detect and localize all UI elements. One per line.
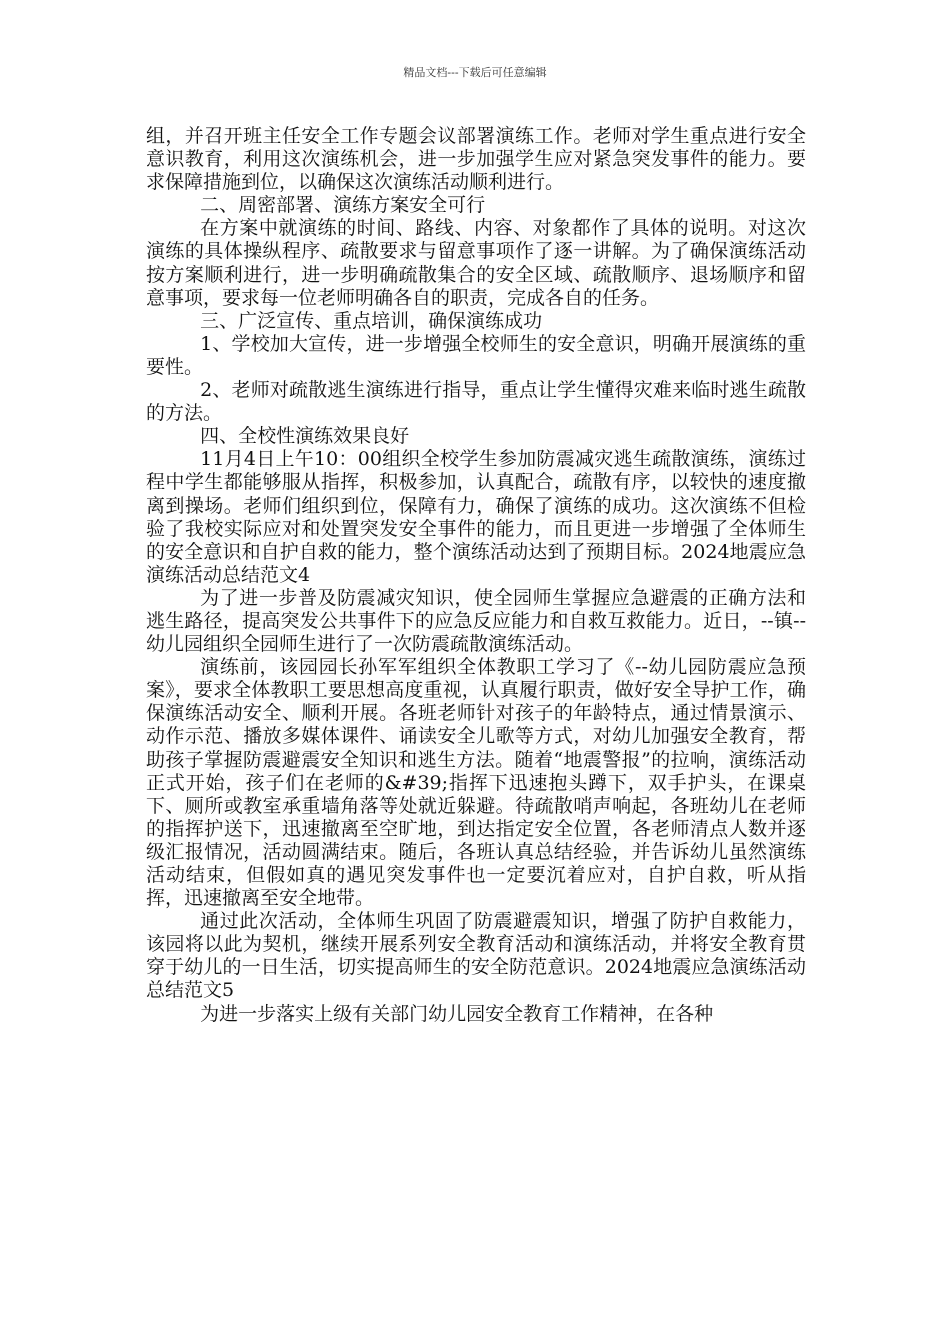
document-body: [146, 125, 806, 1026]
paragraph-sample-5-start: 为进一步落实上级有关部门幼儿园安全教育工作精神，在各种: [200, 1002, 714, 1025]
list-item-1: 1、学校加大宣传，进一步增强全校师生的安全意识，明确开展演练的重要性。: [146, 332, 806, 378]
paragraph-1: 组，并召开班主任安全工作专题会议部署演练工作。老师对学生重点进行安全意识教育，利用这次演练机会，进一步加强学生应对紧急突发事件的能力。要求保障措施到位，以确保这次演练活动顺利进行。: [146, 125, 806, 194]
list-item-2: 2、老师对疏散逃生演练进行指导，重点让学生懂得灾难来临时逃生疏散的方法。: [146, 379, 806, 425]
section-heading-4: 四、全校性演练效果良好: [200, 425, 410, 448]
paragraph-drill-result: 11月4日上午10：00组织全校学生参加防震减灾逃生疏散演练，演练过程中学生都能够服从指挥，积极参加，认真配合，疏散有序，以较快的速度撤离到操场。老师们组织到位，保障有力，确保了演练的成功。这次演练不但检验了我校实际应对和处置突发安全事件的能力，而且更进一步增强了全体师生的安全意识和自护自救的能力，整个演练活动达到了预期目标。2024地震应急演练活动总结范文4: [146, 448, 806, 586]
paragraph-3: 在方案中就演练的时间、路线、内容、对象都作了具体的说明。对这次演练的具体操纵程序、疏散要求与留意事项作了逐一讲解。为了确保演练活动按方案顺利进行，进一步明确疏散集合的安全区域、疏散顺序、退场顺序和留意事项，要求每一位老师明确各自的职责，完成各自的任务。: [146, 217, 806, 309]
section-heading-3: 三、广泛宣传、重点培训，确保演练成功: [200, 309, 543, 332]
section-heading-2: 二、周密部署、演练方案安全可行: [200, 194, 486, 217]
paragraph-kindergarten-summary: 通过此次活动，全体师生巩固了防震避震知识，增强了防护自救能力，该园将以此为契机，继续开展系列安全教育活动和演练活动，并将安全教育贯穿于幼儿的一日生活，切实提高师生的安全防范意识。2024地震应急演练活动总结范文5: [146, 910, 806, 1002]
page-header: 精品文档---下载后可任意编辑: [403, 66, 547, 79]
paragraph-kindergarten-drill: 演练前，该园园长孙军军组织全体教职工学习了《--幼儿园防震应急预案》，要求全体教职工要思想高度重视，认真履行职责，做好安全导护工作，确保演练活动安全、顺利开展。各班老师针对孩子的年龄特点，通过情景演示、动作示范、播放多媒体课件、诵读安全儿歌等方式，对幼儿加强安全教育，帮助孩子掌握防震避震安全知识和逃生方法。随着“地震警报”的拉响，演练活动正式开始，孩子们在老师的&#39;指挥下迅速抱头蹲下，双手护头，在课桌下、厕所或教室承重墙角落等处就近躲避。待疏散哨声响起，各班幼儿在老师的指挥护送下，迅速撤离至空旷地，到达指定安全位置，各老师清点人数并逐级汇报情况，活动圆满结束。随后，各班认真总结经验，并告诉幼儿虽然演练活动结束，但假如真的遇见突发事件也一定要沉着应对，自护自救，听从指挥，迅速撤离至安全地带。: [146, 656, 806, 910]
paragraph-kindergarten-intro: 为了进一步普及防震减灾知识，使全园师生掌握应急避震的正确方法和逃生路径，提高突发公共事件下的应急反应能力和自救互救能力。近日，--镇--幼儿园组织全园师生进行了一次防震疏散演练活动。: [146, 586, 806, 656]
